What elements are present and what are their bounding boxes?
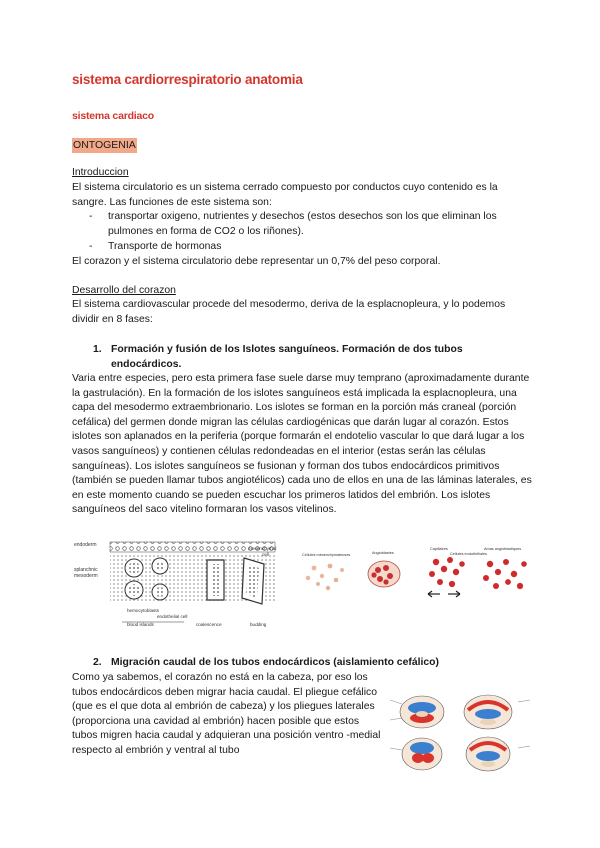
bullet-text-1: transportar oxigeno, nutrientes y desechos (estos desechos son los que eliminan los pulmones en forma de CO2 o los riñones). [108, 211, 497, 237]
blood-islands-diagram [72, 538, 287, 633]
embryo-section-c [402, 738, 442, 770]
label-coalescence: coalescence [196, 622, 222, 627]
label-endothelial: endothelial cell [157, 614, 188, 619]
label-blood-islands: blood islands [127, 622, 154, 627]
embryo-folding-illustration [388, 690, 533, 778]
label-mesoderm: mesoderm [74, 573, 98, 579]
label-budding: budding [250, 622, 267, 627]
label-splanchnic: splanchnic [74, 567, 98, 573]
label-endothelial-cells: Cellules endothéliales [450, 552, 487, 556]
bullet-dash-2: - [89, 241, 93, 252]
stage-capillaries [429, 557, 465, 587]
phase-2-title: Migración caudal de los tubos endocárdicos (aislamiento cefálico) [111, 657, 439, 668]
label-angioblasts: Angioblastes [372, 551, 394, 555]
label-cell: cell [262, 552, 269, 557]
phase-2-body: Como ya sabemos, el corazón no está en la cabeza, por eso los tubos endocárdicos deben migrar hacia caudal. El pliegue cefálico (que es el que dota al embrión de cabeza) y los pliegues laterales (proporciona una cavidad al embrión) hacen posible que estos tubos migren hacia caudal y adquieran una posición ventro -medial respecto al embrión y ventral al tubo [72, 672, 381, 756]
label-angioblastic-clusters: Amas angioblastiques [484, 547, 522, 551]
development-paragraph: El sistema cardiovascular procede del mesodermo, deriva de la esplacnopleura, y lo podemos dividir en 8 fases: [72, 299, 506, 325]
phase-1-number: 1. [93, 344, 102, 355]
intro-heading: Introduccion [72, 167, 129, 178]
stage-vessels [483, 559, 527, 589]
angiogenesis-illustration [300, 542, 532, 600]
embryo-section-d [466, 737, 510, 771]
label-hemocytoblasts: hemocytoblasts [127, 608, 159, 613]
bullet-text-2: Transporte de hormonas [108, 241, 222, 252]
document-title: sistema cardiorrespiratorio anatomia [72, 72, 303, 87]
stage-angioblasts [368, 561, 400, 587]
phase-1-title: Formación y fusión de los Islotes sanguíneos. Formación de dos tubos endocárdicos. [111, 344, 463, 370]
embryo-section-a [400, 696, 444, 728]
label-capillaries: Capillaires [430, 547, 448, 551]
bullet-dash-1: - [89, 211, 93, 222]
embryo-section-b [464, 695, 512, 729]
development-heading: Desarrollo del corazon [72, 285, 176, 296]
label-mesenchymal-cells: Cellules mésenchymateuses [302, 553, 351, 557]
label-mesenchymal: mesenchymal [248, 546, 277, 551]
phase-1-body: Varia entre especies, pero esta primera fase suele darse muy temprano (aproximadamente durante la gastrulación). En la formación de los islotes sanguíneos está implicada la esplacnopleura, una capa del mesodermo extraembrionario. Los islotes se forman en la porción más craneal (porción cefálica) del germen donde migran las células cardiogénicas que darán lugar al corazón. Estos islotes son aplanados en la periferia (porque formarán el endotelio vascular lo que dará lugar a los vasos sanguíneos) y contienen células redondeadas en el interior (estas serán las células sanguíneas). Los islotes sanguíneos se fusionan y forman dos tubos endocárdicos primitivos (también se pueden llamar tubos angiotélicos) cada uno de ellos en una de las láminas laterales, es en este momento cuando se pueden escuchar los primeros latidos del embrión. Los islotes sanguíneos del saco vitelino formaran los vasos vitelinos. [72, 373, 532, 516]
section-subtitle: sistema cardiaco [72, 110, 155, 122]
intro-paragraph: El sistema circulatorio es un sistema cerrado compuesto por conductos cuyo contenido es la sangre. Las funciones de este sistema son: [72, 182, 498, 208]
stage-mesenchymal-cells [306, 564, 344, 591]
highlighted-heading: ONTOGENIA [73, 139, 136, 151]
phase-2-number: 2. [93, 657, 102, 668]
intro-paragraph-2: El corazon y el sistema circulatorio debe representar un 0,7% del peso corporal. [72, 256, 441, 267]
label-endoderm: endoderm [74, 542, 97, 548]
